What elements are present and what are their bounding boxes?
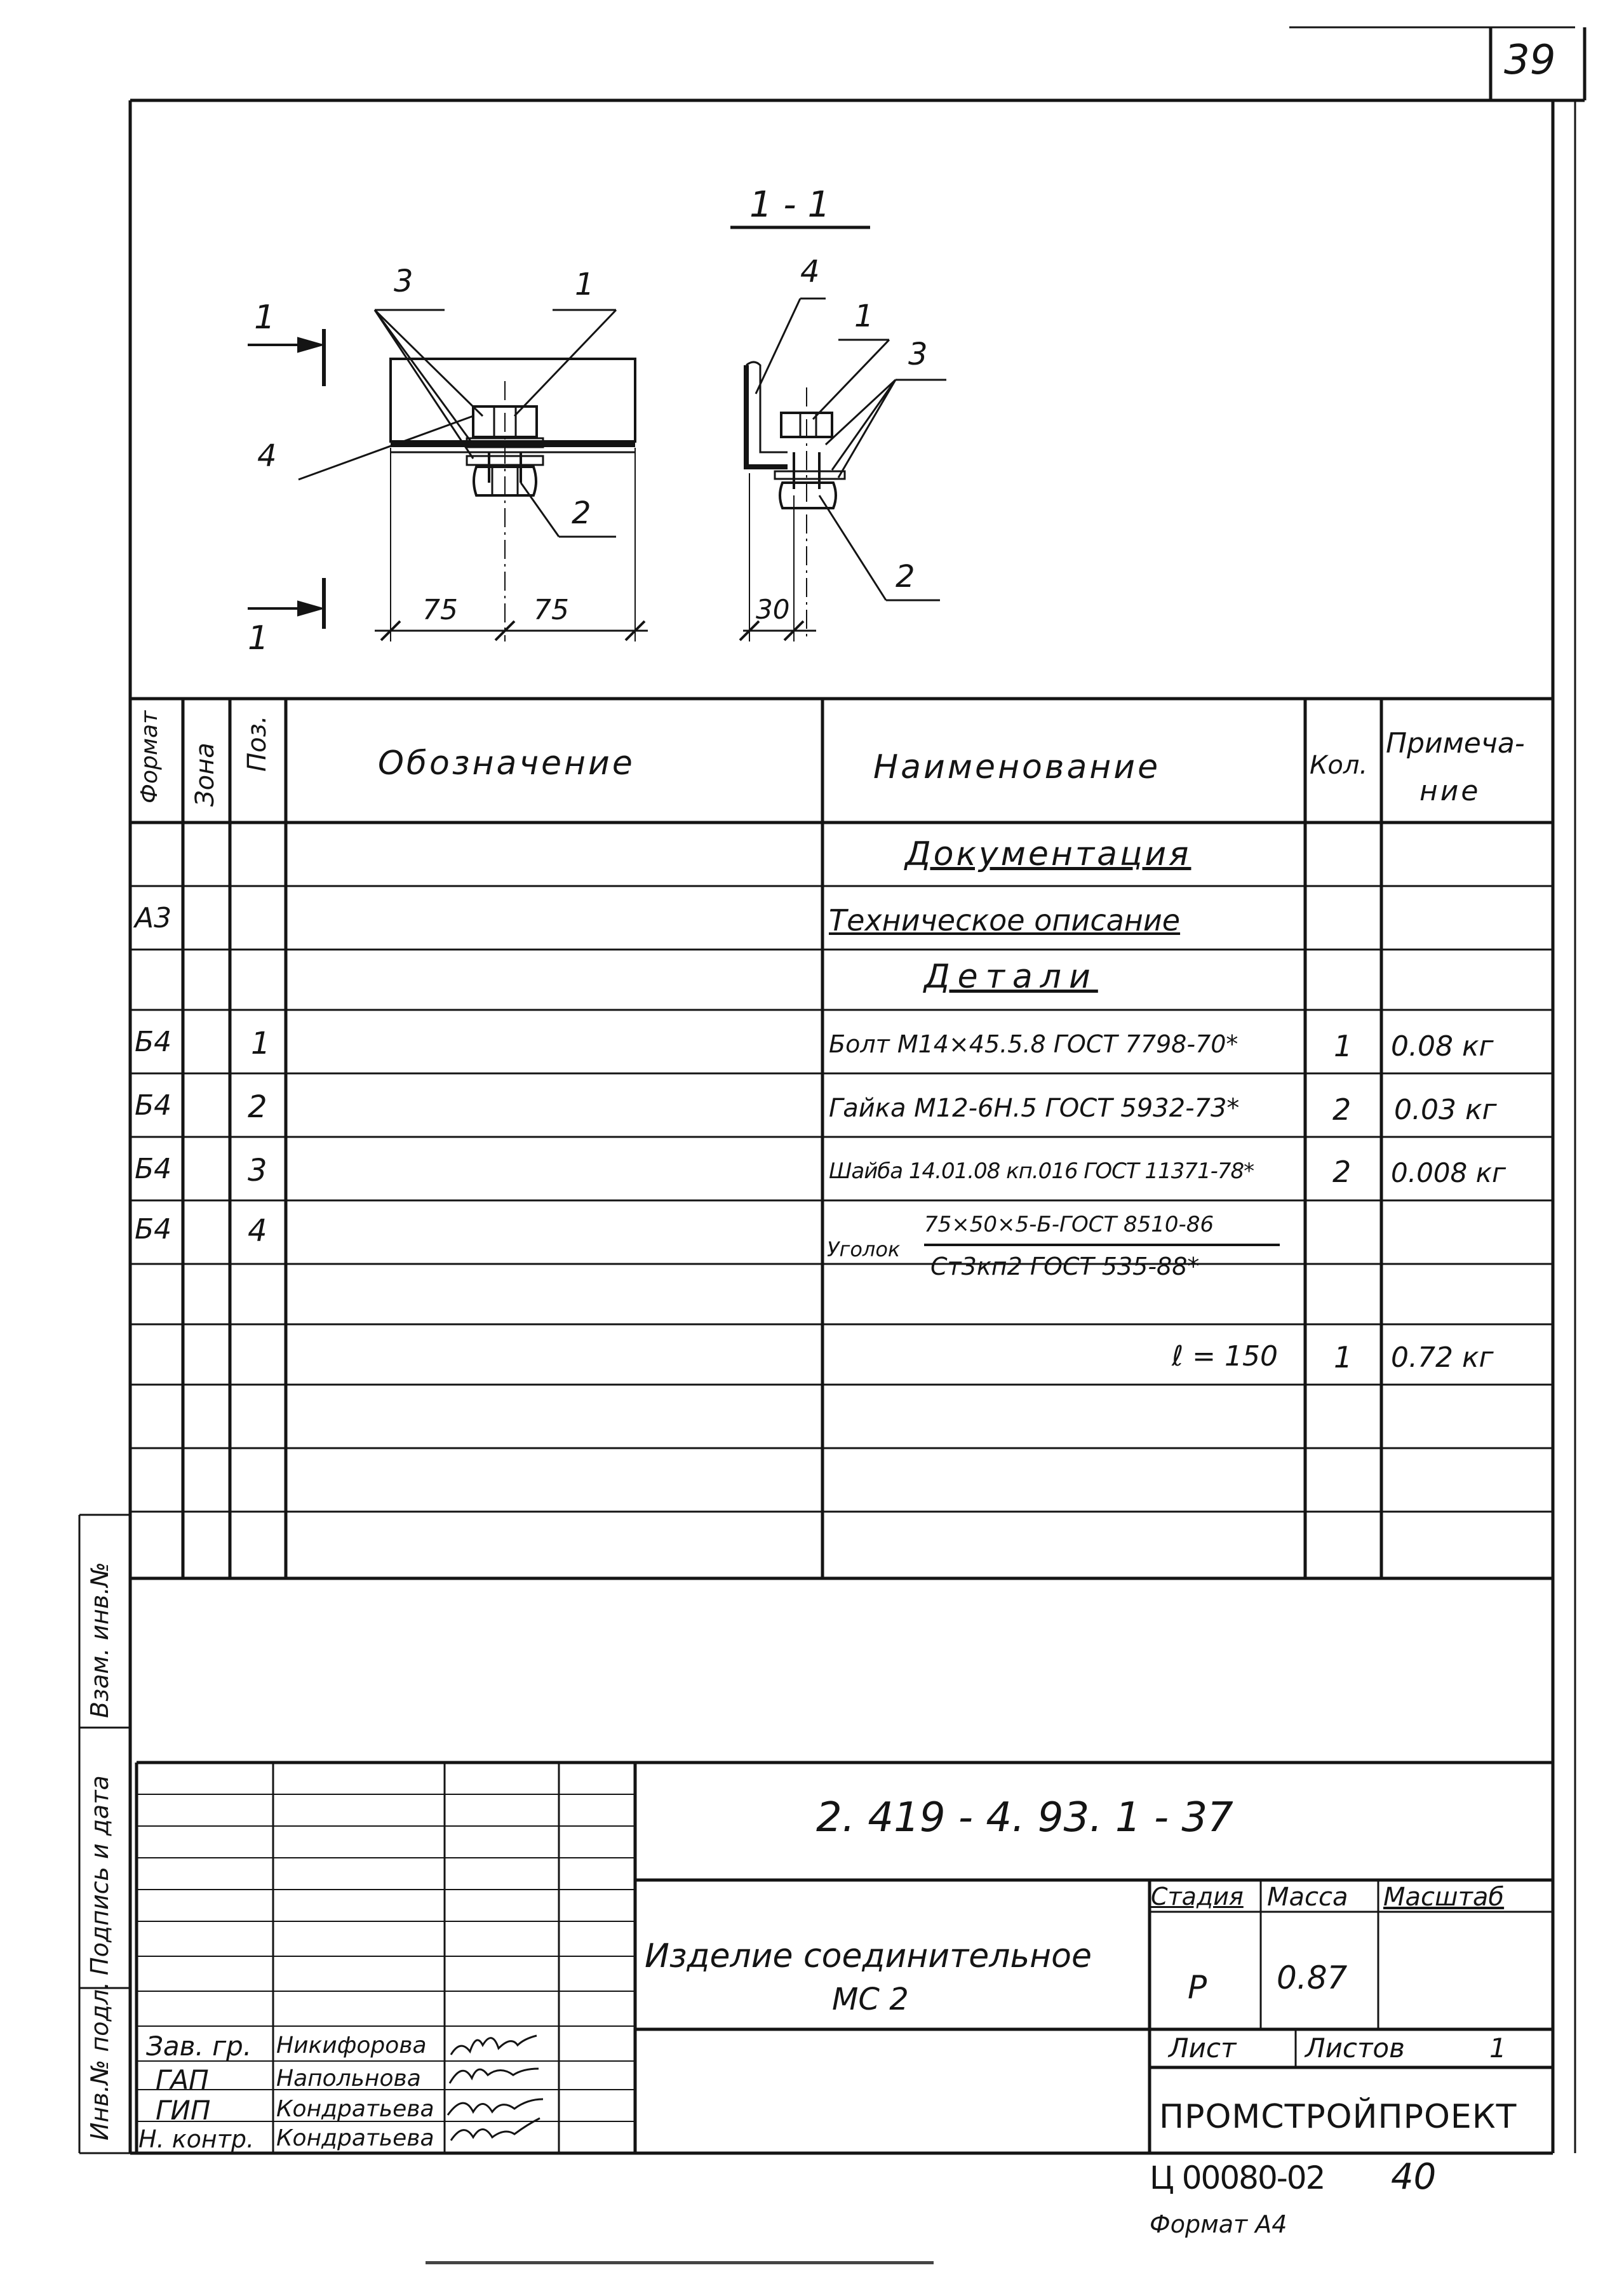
- angle-note: 0.72 кг: [1391, 1341, 1494, 1374]
- right-view-pos4-label: 4: [800, 254, 820, 290]
- right-view-pos1-label: 1: [854, 299, 874, 334]
- angle-fraction-bar: [924, 1244, 1280, 1246]
- scan-edge-line: [426, 2261, 934, 2264]
- row1-note: 0.08 кг: [1391, 1030, 1494, 1063]
- header-format: Формат: [137, 710, 163, 803]
- row3-note: 0.008 кг: [1391, 1157, 1507, 1188]
- sheets-label: Листов: [1305, 2032, 1405, 2064]
- header-name: Наименование: [873, 748, 1161, 786]
- dim-left: 75: [422, 594, 458, 626]
- scale-label: Масштаб: [1383, 1883, 1505, 1912]
- row1-pos: 1: [251, 1026, 271, 1061]
- left-view-pos2-label: 2: [572, 495, 591, 531]
- product-name-line2: МС 2: [832, 1982, 909, 2017]
- doc-row-name: Техническое описание: [829, 903, 1181, 937]
- row2-qty: 2: [1332, 1092, 1352, 1127]
- row3-name: Шайба 14.01.08 кп.016 ГОСТ 11371-78*: [829, 1159, 1254, 1184]
- row2-pos: 2: [248, 1089, 267, 1125]
- row2-note: 0.03 кг: [1394, 1094, 1497, 1126]
- side-stamp-inv-orig: Инв.№ подл.: [86, 1981, 114, 2140]
- sheets-count: 1: [1489, 2032, 1507, 2064]
- staff-role-1: Зав. гр.: [146, 2031, 252, 2062]
- signature-3: [448, 2099, 543, 2115]
- organization: ПРОМСТРОЙПРОЕКТ: [1159, 2098, 1517, 2136]
- staff-role-4: Н. контр.: [138, 2125, 255, 2153]
- product-name-line1: Изделие соединительное: [645, 1937, 1092, 1975]
- staff-role-2: ГАП: [156, 2064, 209, 2095]
- section-details: Детали: [924, 958, 1098, 996]
- row1-qty: 1: [1334, 1029, 1353, 1063]
- page-number: 40: [1391, 2156, 1437, 2198]
- row3-pos: 3: [248, 1153, 267, 1188]
- dim-depth: 30: [756, 594, 790, 625]
- staff-name-3: Кондратьева: [276, 2096, 434, 2122]
- signatures: [445, 2020, 572, 2153]
- row3-format: Б4: [135, 1153, 172, 1185]
- format-label: Формат А4: [1150, 2210, 1287, 2238]
- section-title: 1 - 1: [749, 184, 831, 225]
- staff-name-4: Кондратьева: [276, 2125, 434, 2151]
- angle-length: ℓ = 150: [1172, 1340, 1278, 1373]
- angle-prefix: Уголок: [827, 1237, 901, 1261]
- section-drawing: [0, 0, 1624, 699]
- angle-denominator: Ст3кп2 ГОСТ 535-88*: [930, 1253, 1200, 1280]
- staff-name-2: Напольнова: [276, 2065, 421, 2092]
- cut-mark-label-top: 1: [254, 299, 276, 337]
- signature-1: [451, 2036, 537, 2055]
- left-view-pos3-label: 3: [394, 264, 413, 299]
- row4-format: Б4: [135, 1213, 172, 1246]
- angle-numerator: 75×50×5-Б-ГОСТ 8510-86: [924, 1212, 1214, 1237]
- doc-code: 2. 419 - 4. 93. 1 - 37: [816, 1794, 1233, 1841]
- stage-label: Стадия: [1151, 1883, 1244, 1911]
- row3-qty: 2: [1332, 1155, 1352, 1189]
- stage-value: Р: [1188, 1969, 1207, 2006]
- section-documentation: Документация: [905, 835, 1191, 873]
- sheet-label: Лист: [1169, 2032, 1237, 2064]
- row2-name: Гайка М12-6Н.5 ГОСТ 5932-73*: [829, 1094, 1240, 1123]
- row1-format: Б4: [135, 1026, 172, 1058]
- signature-4: [451, 2118, 540, 2140]
- mass-value: 0.87: [1277, 1959, 1348, 1996]
- doc-row-format: А3: [135, 902, 172, 934]
- header-note-line1: Примеча-: [1386, 727, 1525, 760]
- archive-code: Ц 00080-02: [1150, 2159, 1325, 2196]
- right-view-pos3-label: 3: [908, 337, 928, 372]
- right-view-pos2-label: 2: [896, 559, 915, 594]
- header-designation: Обозначение: [378, 744, 635, 783]
- left-view-pos1-label: 1: [575, 267, 594, 302]
- side-stamp-sign-date: Подпись и дата: [86, 1775, 114, 1975]
- dim-right: 75: [534, 594, 569, 626]
- header-zone: Зона: [191, 742, 220, 807]
- header-note-line2: ние: [1419, 775, 1481, 807]
- cut-mark-label-bottom: 1: [248, 619, 269, 657]
- left-view-pos4-label: 4: [257, 438, 277, 474]
- row4-pos: 4: [248, 1213, 267, 1249]
- mass-label: Масса: [1267, 1883, 1348, 1912]
- staff-role-3: ГИП: [156, 2095, 211, 2126]
- sheet-number: 39: [1504, 37, 1556, 84]
- side-stamp-inv-repl: Взам. инв.№: [86, 1562, 114, 1718]
- signature-2: [450, 2069, 539, 2083]
- header-qty: Кол.: [1310, 751, 1368, 780]
- header-pos: Поз.: [243, 715, 272, 772]
- row2-format: Б4: [135, 1089, 172, 1122]
- staff-name-1: Никифорова: [276, 2032, 427, 2059]
- angle-qty: 1: [1334, 1340, 1353, 1374]
- row1-name: Болт М14×45.5.8 ГОСТ 7798-70*: [829, 1030, 1238, 1058]
